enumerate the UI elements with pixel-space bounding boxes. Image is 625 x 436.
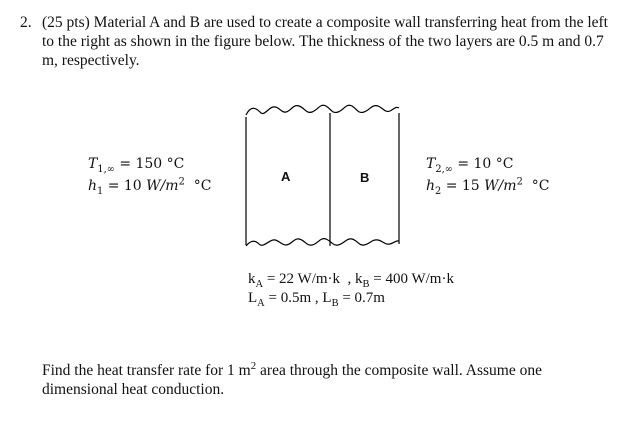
right-temperature: $T_{2,\infty} = 10$ °C [426, 156, 514, 175]
problem-number: 2. [20, 14, 32, 31]
question-text: Find the heat transfer rate for 1 $m^2$ area through the composite wall. Assume one dimensional heat conduction. [42, 359, 542, 398]
problem-text: (25 pts) Material A and B are used to create a composite wall transferring heat from the left to the right as shown in the figure below. The thickness of the two layers are 0.5 m and 0.7 m, respectively. [42, 14, 608, 69]
thickness-line: $L_A = 0.5m$ , $L_B = 0.7m$ [248, 290, 385, 309]
material-properties [248, 270, 454, 308]
left-conditions [88, 153, 211, 197]
right-conditions [426, 153, 549, 197]
left-temperature: $T_{1,\infty} = 150$ °C [88, 156, 185, 175]
bottom-break-line [246, 239, 399, 246]
conductivity-line: $k_A = 22$ W/m·k , $k_B = 400$ W/m·k [248, 271, 454, 290]
top-break-line [246, 105, 399, 115]
layer-a-label: A [281, 169, 291, 184]
left-convection-coefficient: $h_1 = 10$ $W/m^2$ °C [88, 176, 212, 197]
right-convection-coefficient: $h_2 = 15$ $W/m^2$ °C [426, 176, 550, 197]
layer-b-label: B [360, 170, 370, 185]
